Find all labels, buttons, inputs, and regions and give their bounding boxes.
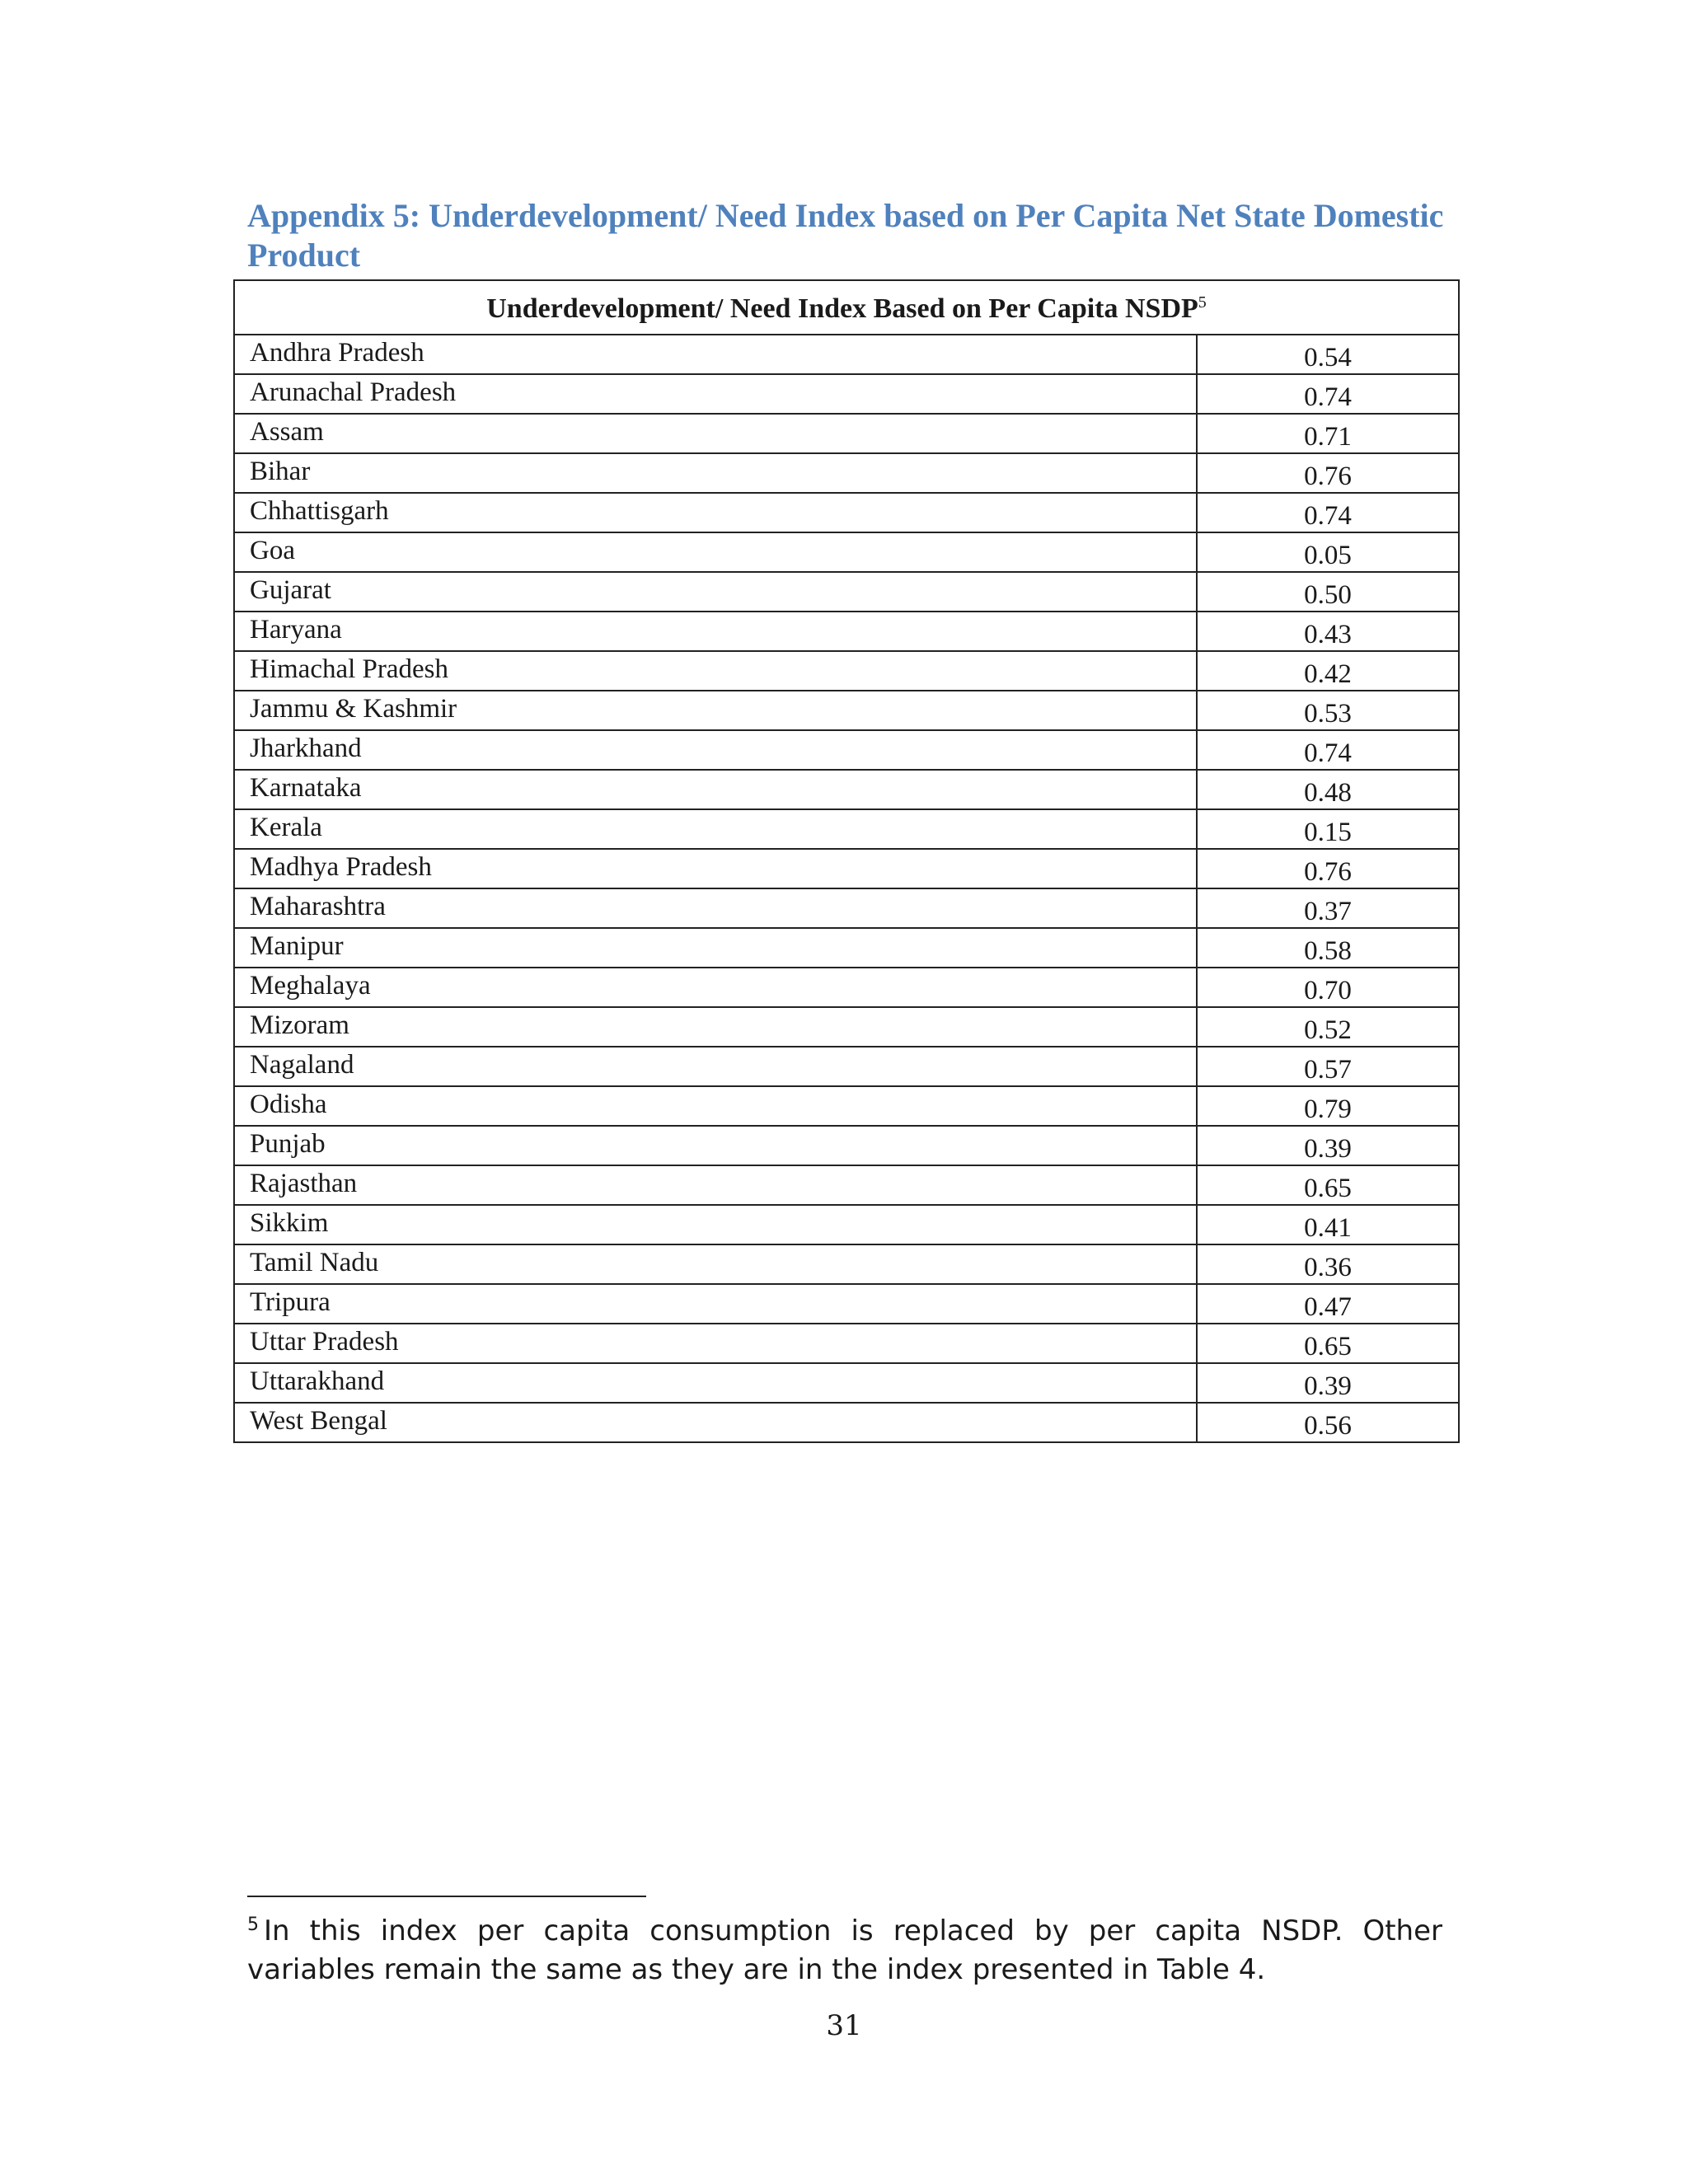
state-name-cell: Madhya Pradesh xyxy=(234,849,1197,888)
table-row xyxy=(234,572,1459,612)
table-row xyxy=(234,1403,1459,1442)
state-name-cell: Himachal Pradesh xyxy=(234,651,1197,691)
table-row xyxy=(234,1086,1459,1126)
table-row xyxy=(234,770,1459,809)
index-value-cell: 0.47 xyxy=(1197,1284,1459,1324)
state-name-cell: Haryana xyxy=(234,612,1197,651)
table-header xyxy=(234,280,1459,335)
state-name-cell: Arunachal Pradesh xyxy=(234,374,1197,414)
state-name-cell: Maharashtra xyxy=(234,888,1197,928)
state-name-cell: Meghalaya xyxy=(234,968,1197,1007)
index-value-cell: 0.76 xyxy=(1197,849,1459,888)
index-value-cell: 0.52 xyxy=(1197,1007,1459,1047)
state-name-cell: Tripura xyxy=(234,1284,1197,1324)
header-footnote-marker: 5 xyxy=(1198,293,1207,312)
state-name-cell: Gujarat xyxy=(234,572,1197,612)
state-name-cell: Bihar xyxy=(234,453,1197,493)
state-name-cell: Goa xyxy=(234,532,1197,572)
table-row xyxy=(234,1324,1459,1363)
index-value-cell: 0.74 xyxy=(1197,493,1459,532)
table-row xyxy=(234,1363,1459,1403)
need-index-table xyxy=(233,279,1460,1443)
table-row xyxy=(234,1244,1459,1284)
index-value-cell: 0.05 xyxy=(1197,532,1459,572)
table-row xyxy=(234,849,1459,888)
state-name-cell: Assam xyxy=(234,414,1197,453)
table-row xyxy=(234,888,1459,928)
index-value-cell: 0.57 xyxy=(1197,1047,1459,1086)
index-value-cell: 0.58 xyxy=(1197,928,1459,968)
index-value-cell: 0.39 xyxy=(1197,1126,1459,1165)
state-name-cell: Sikkim xyxy=(234,1205,1197,1244)
state-name-cell: Jammu & Kashmir xyxy=(234,691,1197,730)
state-name-cell: Uttarakhand xyxy=(234,1363,1197,1403)
table-row xyxy=(234,1126,1459,1165)
index-value-cell: 0.36 xyxy=(1197,1244,1459,1284)
state-name-cell: Manipur xyxy=(234,928,1197,968)
table-row xyxy=(234,651,1459,691)
index-value-cell: 0.76 xyxy=(1197,453,1459,493)
table-header-text: Underdevelopment/ Need Index Based on Per Capita NSDP xyxy=(486,293,1198,324)
state-name-cell: Jharkhand xyxy=(234,730,1197,770)
table-row xyxy=(234,1165,1459,1205)
footnote-separator xyxy=(247,1896,646,1897)
index-value-cell: 0.41 xyxy=(1197,1205,1459,1244)
state-name-cell: Karnataka xyxy=(234,770,1197,809)
table-row xyxy=(234,453,1459,493)
table-body xyxy=(234,280,1459,1442)
table-row xyxy=(234,612,1459,651)
state-name-cell: Rajasthan xyxy=(234,1165,1197,1205)
table-row xyxy=(234,335,1459,374)
index-value-cell: 0.48 xyxy=(1197,770,1459,809)
state-name-cell: Uttar Pradesh xyxy=(234,1324,1197,1363)
index-value-cell: 0.53 xyxy=(1197,691,1459,730)
index-value-cell: 0.50 xyxy=(1197,572,1459,612)
state-name-cell: Tamil Nadu xyxy=(234,1244,1197,1284)
index-value-cell: 0.79 xyxy=(1197,1086,1459,1126)
index-value-cell: 0.37 xyxy=(1197,888,1459,928)
state-name-cell: West Bengal xyxy=(234,1403,1197,1442)
table-row xyxy=(234,1047,1459,1086)
table-row xyxy=(234,809,1459,849)
index-value-cell: 0.74 xyxy=(1197,730,1459,770)
table-row xyxy=(234,493,1459,532)
index-value-cell: 0.56 xyxy=(1197,1403,1459,1442)
table-row xyxy=(234,1205,1459,1244)
footnote-marker: 5 xyxy=(247,1915,259,1935)
index-value-cell: 0.74 xyxy=(1197,374,1459,414)
index-value-cell: 0.65 xyxy=(1197,1165,1459,1205)
table-row xyxy=(234,928,1459,968)
table-row xyxy=(234,730,1459,770)
index-value-cell: 0.43 xyxy=(1197,612,1459,651)
table-row xyxy=(234,532,1459,572)
table-row xyxy=(234,691,1459,730)
state-name-cell: Andhra Pradesh xyxy=(234,335,1197,374)
index-value-cell: 0.70 xyxy=(1197,968,1459,1007)
state-name-cell: Punjab xyxy=(234,1126,1197,1165)
index-value-cell: 0.71 xyxy=(1197,414,1459,453)
state-name-cell: Nagaland xyxy=(234,1047,1197,1086)
table-header-row xyxy=(234,280,1459,335)
index-value-cell: 0.15 xyxy=(1197,809,1459,849)
table-row xyxy=(234,414,1459,453)
state-name-cell: Mizoram xyxy=(234,1007,1197,1047)
index-value-cell: 0.39 xyxy=(1197,1363,1459,1403)
footnote xyxy=(247,1912,1442,1990)
table-row xyxy=(234,374,1459,414)
footnote-text: In this index per capita consumption is replaced by per capita NSDP. Other variables remain the same as they are in the index presented in Table 4. xyxy=(247,1915,1442,1986)
table-row xyxy=(234,968,1459,1007)
state-name-cell: Chhattisgarh xyxy=(234,493,1197,532)
page-number: 31 xyxy=(826,2009,862,2042)
table-row xyxy=(234,1007,1459,1047)
index-value-cell: 0.42 xyxy=(1197,651,1459,691)
index-value-cell: 0.54 xyxy=(1197,335,1459,374)
table-row xyxy=(234,1284,1459,1324)
state-name-cell: Odisha xyxy=(234,1086,1197,1126)
state-name-cell: Kerala xyxy=(234,809,1197,849)
index-value-cell: 0.65 xyxy=(1197,1324,1459,1363)
appendix-heading: Appendix 5: Underdevelopment/ Need Index based on Per Capita Net State Domestic Product xyxy=(247,197,1444,274)
